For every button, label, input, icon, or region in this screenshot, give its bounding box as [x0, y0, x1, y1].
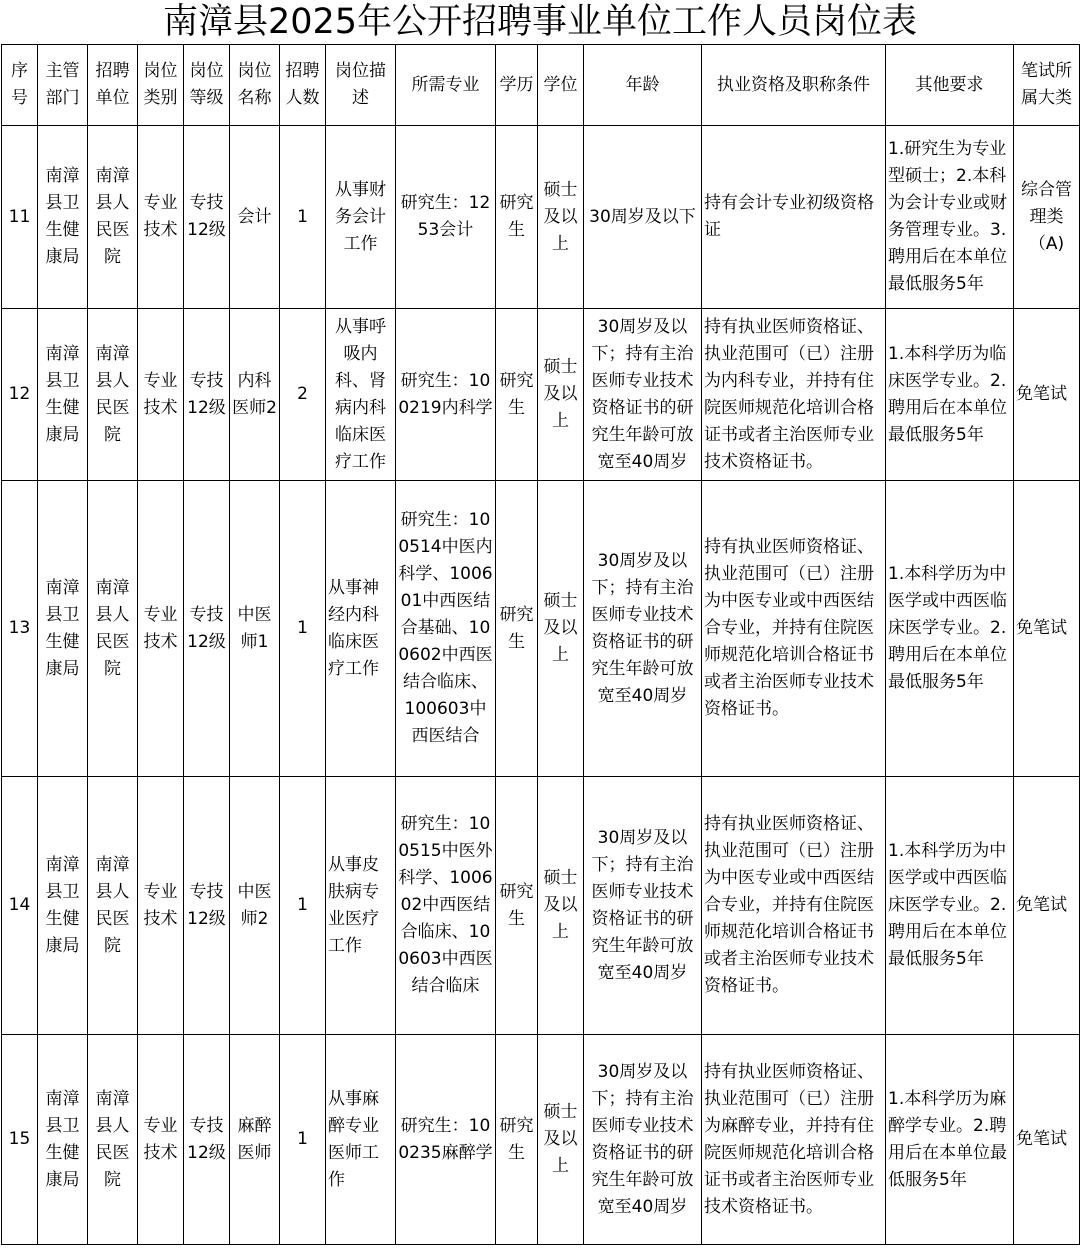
cell-category: 专业技术 — [138, 309, 184, 481]
cell-major-text: 研究生：100514中医内科学、100601中西医结合基础、100602中西医结合临床、100603中西医结合 — [398, 510, 493, 746]
cell-other-text: 1.研究生为专业型硕士；2.本科为会计专业或财务管理专业。3.聘用后在本单位最低服务5年 — [888, 139, 1007, 294]
header-unit: 招聘单位 — [88, 45, 138, 126]
header-degree: 学位 — [538, 45, 584, 126]
cell-major: 研究生：100515中医外科学、100602中西医结合临床、100603中西医结合临床 — [396, 777, 496, 1035]
cell-other: 1.本科学历为麻醉学专业。2.聘用后在本单位最低服务5年 — [886, 1035, 1014, 1245]
header-seq: 序号 — [2, 45, 38, 126]
cell-major: 研究生：100219内科学 — [396, 309, 496, 481]
cell-dept: 南漳县卫生健康局 — [38, 126, 88, 309]
cell-degree: 硕士及以上 — [538, 481, 584, 777]
cell-desc: 从事呼吸内科、肾病内科临床医疗工作 — [326, 309, 396, 481]
cell-category: 专业技术 — [138, 1035, 184, 1245]
cell-seq: 14 — [2, 777, 38, 1035]
cell-qual: 持有会计专业初级资格证 — [702, 126, 886, 309]
cell-exam: 综合管理类（A) — [1014, 126, 1080, 309]
cell-exam: 免笔试 — [1014, 481, 1080, 777]
table-row — [2, 777, 1080, 1035]
cell-other: 1.本科学历为中医学或中西医临床医学专业。2.聘用后在本单位最低服务5年 — [886, 481, 1014, 777]
cell-count: 1 — [280, 777, 326, 1035]
header-level: 岗位等级 — [184, 45, 230, 126]
cell-exam: 免笔试 — [1014, 1035, 1080, 1245]
cell-category: 专业技术 — [138, 126, 184, 309]
cell-post: 会计 — [230, 126, 280, 309]
cell-dept: 南漳县卫生健康局 — [38, 481, 88, 777]
cell-unit: 南漳县人民医院 — [88, 777, 138, 1035]
cell-seq: 13 — [2, 481, 38, 777]
header-count: 招聘人数 — [280, 45, 326, 126]
cell-exam: 免笔试 — [1014, 777, 1080, 1035]
header-major: 所需专业 — [396, 45, 496, 126]
positions-table — [1, 44, 1080, 1245]
cell-unit: 南漳县人民医院 — [88, 1035, 138, 1245]
cell-count: 1 — [280, 1035, 326, 1245]
cell-qual-text: 持有执业医师资格证、执业范围可（已）注册为内科专业，并持有住院医师规范化培训合格证书或者主治医师专业技术资格证书。 — [704, 316, 874, 472]
cell-qual — [702, 309, 886, 481]
cell-seq: 11 — [2, 126, 38, 309]
cell-category: 专业技术 — [138, 777, 184, 1035]
table-row — [2, 1035, 1080, 1245]
cell-desc: 从事皮肤病专业医疗工作 — [326, 777, 396, 1035]
cell-level: 专技12级 — [184, 309, 230, 481]
header-category: 岗位类别 — [138, 45, 184, 126]
cell-seq: 12 — [2, 309, 38, 481]
header-other: 其他要求 — [886, 45, 1014, 126]
cell-major — [396, 481, 496, 777]
cell-other: 1.本科学历为中医学或中西医临床医学专业。2.聘用后在本单位最低服务5年 — [886, 777, 1014, 1035]
cell-desc: 从事财务会计工作 — [326, 126, 396, 309]
cell-edu: 研究生 — [496, 777, 538, 1035]
cell-unit: 南漳县人民医院 — [88, 309, 138, 481]
cell-level: 专技12级 — [184, 777, 230, 1035]
cell-major: 研究生：1253会计 — [396, 126, 496, 309]
cell-unit: 南漳县人民医院 — [88, 481, 138, 777]
cell-edu: 研究生 — [496, 481, 538, 777]
cell-other: 1.本科学历为临床医学专业。2.聘用后在本单位最低服务5年 — [886, 309, 1014, 481]
cell-post: 麻醉医师 — [230, 1035, 280, 1245]
table-row — [2, 126, 1080, 309]
cell-count: 2 — [280, 309, 326, 481]
cell-age: 30周岁及以下；持有主治医师专业技术资格证书的研究生年龄可放宽至40周岁 — [584, 1035, 702, 1245]
header-exam: 笔试所属大类 — [1014, 45, 1080, 126]
cell-exam: 免笔试 — [1014, 309, 1080, 481]
cell-qual: 持有执业医师资格证、执业范围可（已）注册为麻醉专业，并持有住院医师规范化培训合格证书或者主治医师专业技术资格证书。 — [702, 1035, 886, 1245]
table-header-row — [2, 45, 1080, 126]
header-desc: 岗位描述 — [326, 45, 396, 126]
cell-count: 1 — [280, 481, 326, 777]
cell-desc: 从事麻醉专业医师工作 — [326, 1035, 396, 1245]
cell-other — [886, 126, 1014, 309]
cell-age: 30周岁及以下 — [584, 126, 702, 309]
cell-post: 中医师1 — [230, 481, 280, 777]
cell-dept: 南漳县卫生健康局 — [38, 777, 88, 1035]
cell-desc: 从事神经内科临床医疗工作 — [326, 481, 396, 777]
cell-dept: 南漳县卫生健康局 — [38, 1035, 88, 1245]
cell-post: 内科医师2 — [230, 309, 280, 481]
cell-age: 30周岁及以下；持有主治医师专业技术资格证书的研究生年龄可放宽至40周岁 — [584, 481, 702, 777]
table-row — [2, 309, 1080, 481]
cell-category: 专业技术 — [138, 481, 184, 777]
cell-dept: 南漳县卫生健康局 — [38, 309, 88, 481]
header-post: 岗位名称 — [230, 45, 280, 126]
cell-level: 专技12级 — [184, 126, 230, 309]
header-age: 年龄 — [584, 45, 702, 126]
cell-degree: 硕士及以上 — [538, 126, 584, 309]
cell-edu: 研究生 — [496, 309, 538, 481]
cell-edu: 研究生 — [496, 126, 538, 309]
header-dept: 主管部门 — [38, 45, 88, 126]
cell-age: 30周岁及以下；持有主治医师专业技术资格证书的研究生年龄可放宽至40周岁 — [584, 309, 702, 481]
cell-degree: 硕士及以上 — [538, 309, 584, 481]
header-qual: 执业资格及职称条件 — [702, 45, 886, 126]
cell-degree: 硕士及以上 — [538, 777, 584, 1035]
cell-count: 1 — [280, 126, 326, 309]
cell-age: 30周岁及以下；持有主治医师专业技术资格证书的研究生年龄可放宽至40周岁 — [584, 777, 702, 1035]
page-title: 南漳县2025年公开招聘事业单位工作人员岗位表 — [162, 2, 918, 42]
cell-unit: 南漳县人民医院 — [88, 126, 138, 309]
header-edu: 学历 — [496, 45, 538, 126]
cell-degree: 硕士及以上 — [538, 1035, 584, 1245]
cell-qual: 持有执业医师资格证、执业范围可（已）注册为中医专业或中西医结合专业，并持有住院医师规范化培训合格证书或者主治医师专业技术资格证书。 — [702, 481, 886, 777]
cell-qual: 持有执业医师资格证、执业范围可（已）注册为中医专业或中西医结合专业，并持有住院医师规范化培训合格证书或者主治医师专业技术资格证书。 — [702, 777, 886, 1035]
cell-edu: 研究生 — [496, 1035, 538, 1245]
cell-level: 专技12级 — [184, 481, 230, 777]
cell-level: 专技12级 — [184, 1035, 230, 1245]
cell-major: 研究生：100235麻醉学 — [396, 1035, 496, 1245]
cell-seq: 15 — [2, 1035, 38, 1245]
cell-post: 中医师2 — [230, 777, 280, 1035]
table-row — [2, 481, 1080, 777]
